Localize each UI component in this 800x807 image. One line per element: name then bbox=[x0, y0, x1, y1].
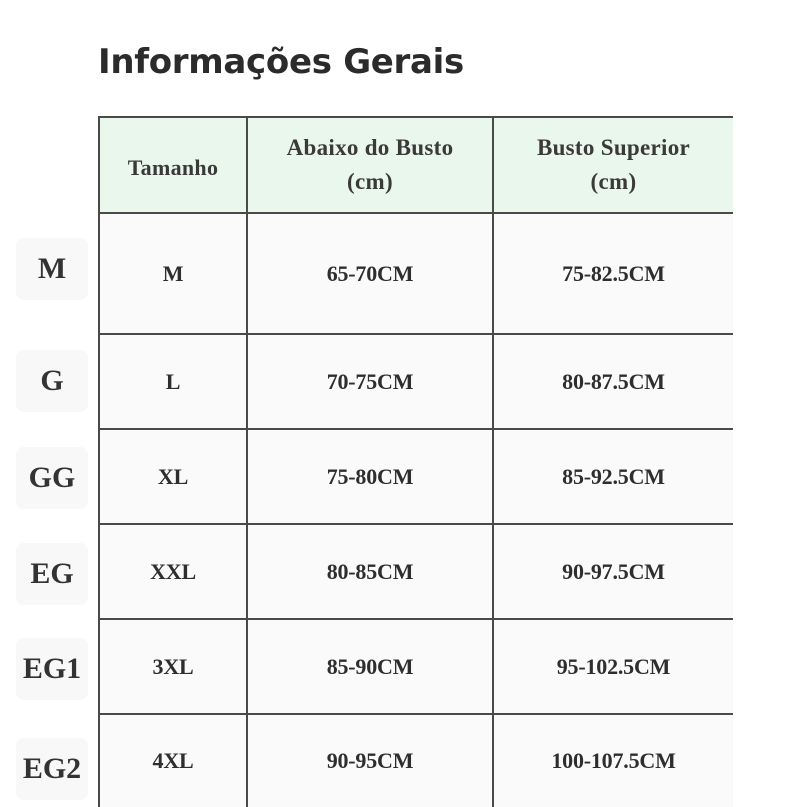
page-title: Informações Gerais bbox=[98, 42, 464, 82]
br-size-label: M bbox=[16, 238, 88, 300]
cell-size: XXL bbox=[99, 524, 247, 619]
cell-upper-bust: 95-102.5CM bbox=[493, 619, 733, 714]
table-row bbox=[99, 429, 733, 524]
table-row bbox=[99, 334, 733, 429]
cell-upper-bust: 80-87.5CM bbox=[493, 334, 733, 429]
cell-size: 3XL bbox=[99, 619, 247, 714]
br-size-label: EG bbox=[16, 543, 88, 605]
table-header-row bbox=[99, 117, 733, 213]
cell-under-bust: 80-85CM bbox=[247, 524, 493, 619]
cell-upper-bust: 75-82.5CM bbox=[493, 213, 733, 334]
cell-size: L bbox=[99, 334, 247, 429]
cell-size: M bbox=[99, 213, 247, 334]
cell-upper-bust: 90-97.5CM bbox=[493, 524, 733, 619]
column-header-under-bust-line2: (cm) bbox=[347, 169, 393, 194]
brazil-size-labels bbox=[0, 0, 98, 800]
cell-size: XL bbox=[99, 429, 247, 524]
br-size-label: EG1 bbox=[16, 638, 88, 700]
cell-upper-bust: 85-92.5CM bbox=[493, 429, 733, 524]
column-header-upper-bust-line2: (cm) bbox=[590, 169, 637, 194]
table-row bbox=[99, 213, 733, 334]
size-chart-table bbox=[98, 116, 733, 807]
cell-upper-bust: 100-107.5CM bbox=[493, 714, 733, 807]
br-size-label: GG bbox=[16, 447, 88, 509]
column-header-upper-bust-line1: Busto Superior bbox=[536, 135, 691, 160]
table-row bbox=[99, 714, 733, 807]
column-header-under-bust bbox=[247, 117, 493, 213]
table-row bbox=[99, 619, 733, 714]
column-header-size: Tamanho bbox=[99, 117, 247, 213]
cell-under-bust: 65-70CM bbox=[247, 213, 493, 334]
cell-under-bust: 70-75CM bbox=[247, 334, 493, 429]
cell-under-bust: 90-95CM bbox=[247, 714, 493, 807]
table-row bbox=[99, 524, 733, 619]
column-header-under-bust-line1: Abaixo do Busto bbox=[286, 135, 454, 160]
cell-under-bust: 85-90CM bbox=[247, 619, 493, 714]
cell-under-bust: 75-80CM bbox=[247, 429, 493, 524]
column-header-upper-bust bbox=[493, 117, 733, 213]
cell-size: 4XL bbox=[99, 714, 247, 807]
br-size-label: EG2 bbox=[16, 738, 88, 800]
br-size-label: G bbox=[16, 350, 88, 412]
